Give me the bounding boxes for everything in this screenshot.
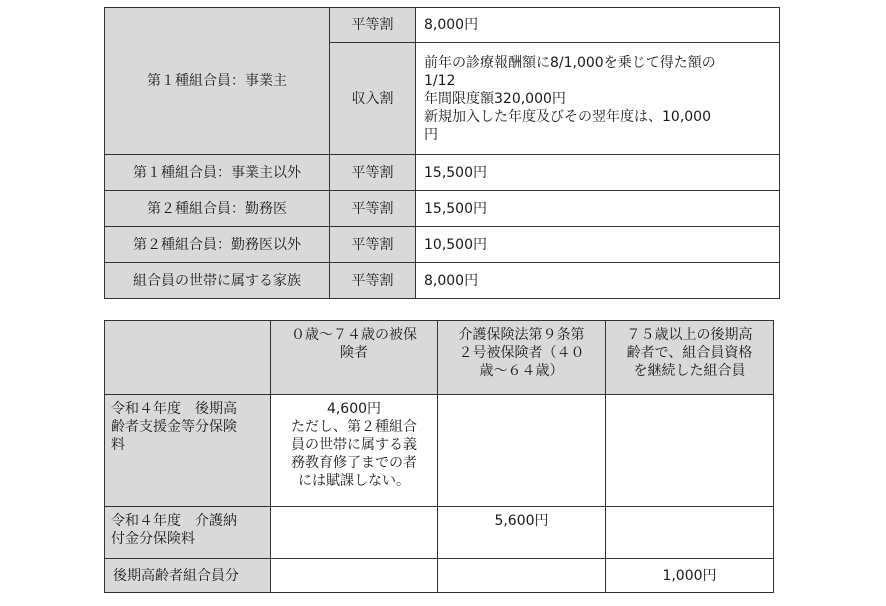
table-row (105, 191, 780, 227)
value-line: 円 (424, 126, 438, 143)
cell-line: ただし、第２種組合 (291, 419, 417, 435)
header-line: 険者 (340, 345, 368, 361)
premium-cell (606, 395, 774, 507)
type-cell: 平等割 (330, 227, 416, 263)
premium-cell (271, 559, 438, 593)
premium-cell (606, 559, 774, 593)
header-line: ０歳～７４歳の被保 (291, 327, 417, 343)
row-label (105, 395, 271, 507)
premium-rate-table (104, 7, 780, 299)
table-row (105, 263, 780, 299)
type-cell: 平等割 (330, 8, 416, 43)
label-line: 付金分保険料 (111, 531, 195, 547)
value-cell: 8,000円 (416, 263, 780, 299)
category-cell: 第１種組合員：事業主以外 (105, 155, 330, 191)
value-cell: 10,500円 (416, 227, 780, 263)
type-cell: 平等割 (330, 263, 416, 299)
label-line: 料 (111, 437, 125, 453)
header-line: ２号被保険者（４０ (458, 345, 585, 361)
premium-cell (438, 559, 606, 593)
label-line: 後期高齢者組合員分 (113, 567, 239, 584)
row-label (105, 507, 271, 559)
cell-line: には賦課しない。 (298, 473, 410, 489)
table-row (105, 395, 774, 507)
corner-cell (105, 321, 271, 395)
value-line: 前年の診療報酬額に8/1,000を乗じて得た額の (424, 54, 716, 71)
table-row (105, 8, 780, 43)
category-cell: 第２種組合員：勤務医以外 (105, 227, 330, 263)
header-line: 歳～６４歳） (479, 363, 564, 379)
table-row (105, 507, 774, 559)
category-cell: 組合員の世帯に属する家族 (105, 263, 330, 299)
value-line: 年間限度額320,000円 (424, 90, 566, 107)
premium-cell (438, 507, 606, 559)
cell-line: 務教育修了までの者 (291, 455, 417, 471)
header-row (105, 321, 774, 395)
cell-line: 員の世帯に属する義 (291, 437, 417, 453)
header-line: を継続した組合員 (633, 363, 746, 379)
value-cell: 15,500円 (416, 191, 780, 227)
column-header (271, 321, 438, 395)
table-row (105, 559, 774, 593)
premium-cell (271, 507, 438, 559)
value-line: 新規加入した年度及びその翌年度は、10,000 (424, 108, 711, 125)
label-line: 齢者支援金等分保険 (111, 419, 237, 435)
value-cell: 8,000円 (416, 8, 780, 43)
row-label (105, 559, 271, 593)
table-row (105, 227, 780, 263)
type-cell: 平等割 (330, 191, 416, 227)
column-header (438, 321, 606, 395)
category-cell: 第２種組合員：勤務医 (105, 191, 330, 227)
type-cell: 平等割 (330, 155, 416, 191)
category-cell: 第１種組合員：事業主 (105, 8, 330, 155)
value-cell (416, 43, 780, 155)
value-cell: 15,500円 (416, 155, 780, 191)
cell-line: 1,000円 (662, 567, 717, 584)
column-header (606, 321, 774, 395)
special-premium-table (104, 320, 774, 593)
premium-cell (438, 395, 606, 507)
premium-cell (606, 507, 774, 559)
premium-cell (271, 395, 438, 507)
table-row (105, 155, 780, 191)
value-line: 1/12 (424, 72, 456, 89)
type-cell: 収入割 (330, 43, 416, 155)
label-line: 令和４年度 介護納 (111, 513, 237, 529)
header-line: 齢者で、組合員資格 (626, 345, 753, 361)
header-line: 介護保険法第９条第 (458, 327, 585, 343)
cell-line: 5,600円 (494, 513, 549, 529)
label-line: 令和４年度 後期高 (111, 401, 237, 417)
cell-line: 4,600円 (326, 401, 382, 417)
header-line: ７５歳以上の後期高 (626, 327, 753, 343)
